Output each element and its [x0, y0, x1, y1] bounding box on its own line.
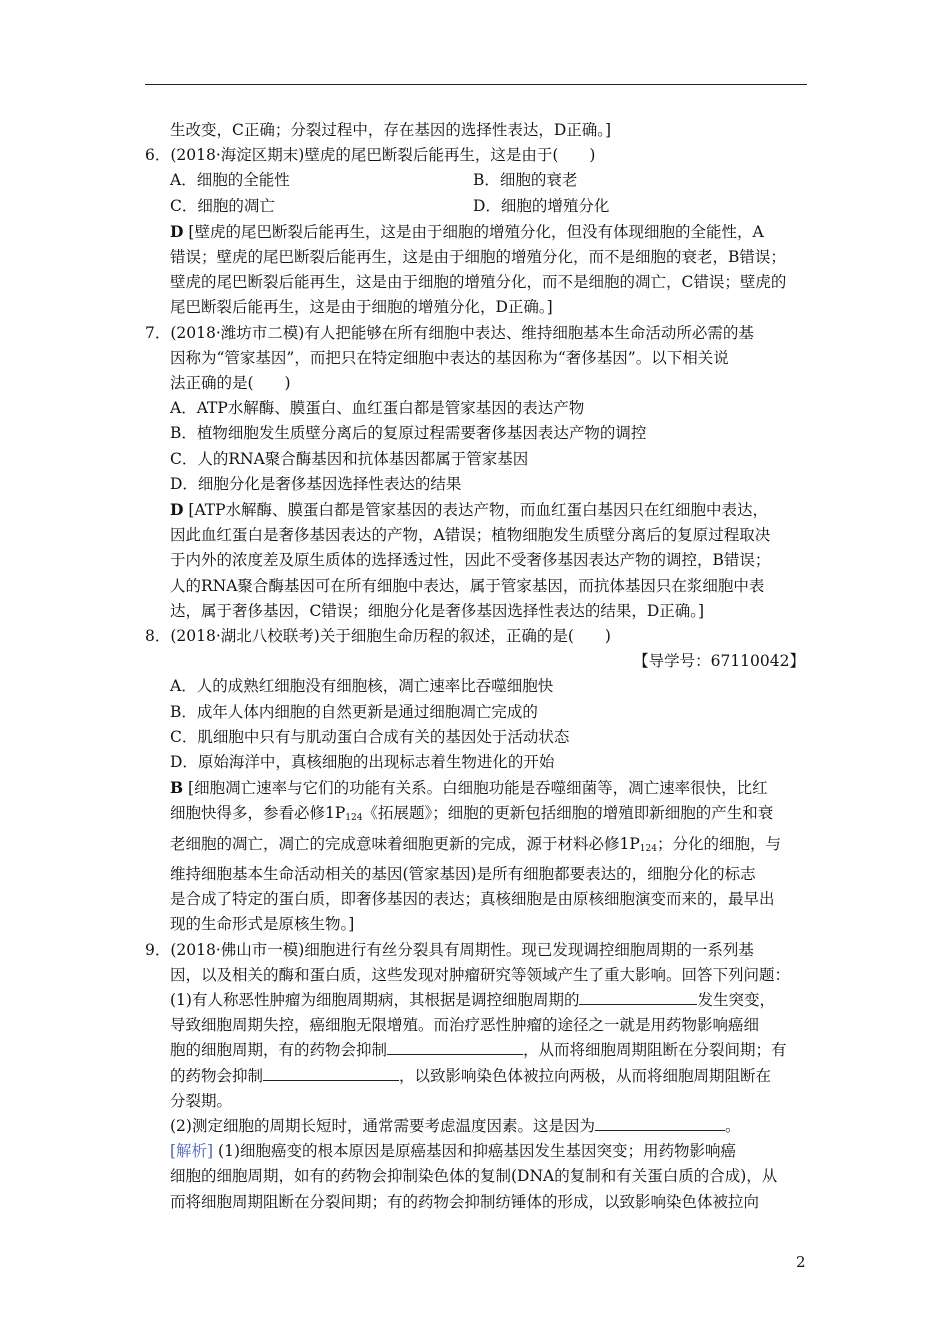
document-page — [145, 118, 807, 1215]
q9-part1-line-3 — [145, 1038, 807, 1063]
q7-option-d: D．细胞分化是奢侈基因选择性表达的结果 — [170, 474, 462, 493]
q9-p1-l3b: ，从而将细胞周期阻断在分裂间期；有 — [523, 1041, 787, 1060]
guide-number: 【导学号：67110042】 — [633, 652, 805, 671]
q7-option-c: C．人的RNA聚合酶基因和抗体基因都属于管家基因 — [170, 449, 529, 468]
q8-option-b: B．成年人体内细胞的自然更新是通过细胞凋亡完成的 — [170, 702, 538, 721]
q8-explanation-3 — [145, 832, 807, 862]
q8-exp3-b: ；分化的细胞，与 — [656, 834, 781, 853]
header-rule — [145, 84, 807, 85]
q8-exp3-a: 老细胞的凋亡，凋亡的完成意味着细胞更新的完成，源于材料必修1P — [170, 834, 640, 853]
question-6: 6．(2018·海淀区期末)壁虎的尾巴断裂后能再生，这是由于( ) — [145, 146, 596, 165]
q8-explanation-1: [细胞凋亡速率与它们的功能有关系。白细胞功能是吞噬细菌等，凋亡速率很快，比红 — [188, 779, 768, 798]
q7-option-b: B．植物细胞发生质壁分离后的复原过程需要奢侈基因表达产物的调控 — [170, 424, 647, 443]
q7-explanation-5: 达，属于奢侈基因，C错误；细胞分化是奢侈基因选择性表达的结果，D正确。] — [170, 601, 705, 620]
q9-blank-2[interactable] — [387, 1038, 523, 1055]
q6-answer-line-1 — [145, 219, 807, 245]
question-7-line-1: 7．(2018·潍坊市二模)有人把能够在所有细胞中表达、维持细胞基本生命活动所必需的基 — [145, 323, 754, 342]
q7-explanation-2: 因此血红蛋白是奢侈基因表达的产物，A错误；植物细胞发生质壁分离后的复原过程取决 — [170, 526, 771, 545]
q9-p1-l4b: ，以致影响染色体被拉向两极，从而将细胞周期阻断在 — [399, 1066, 772, 1085]
q9-p2b: 。 — [724, 1116, 741, 1135]
q8-explanation-4: 维持细胞基本生命活动相关的基因(管家基因)是所有细胞都要表达的，细胞分化的标志 — [170, 864, 756, 883]
page-number: 2 — [796, 1253, 806, 1271]
q6-explanation-1: [壁虎的尾巴断裂后能再生，这是由于细胞的增殖分化，但没有体现细胞的全能性，A — [188, 222, 764, 241]
q7-answer-letter: D — [170, 500, 184, 520]
q6-options-row2 — [145, 194, 807, 219]
q9-p1-l3a: 胞的细胞周期，有的药物会抑制 — [170, 1041, 388, 1060]
q9-part1-line-2: 导致细胞周期失控，癌细胞无限增殖。而治疗恶性肿瘤的途径之一就是用药物影响癌细 — [170, 1016, 760, 1035]
q6-explanation-4: 尾巴断裂后能再生，这是由于细胞的增殖分化，D正确。] — [170, 298, 553, 317]
question-9-line-2: 因，以及相关的酶和蛋白质，这些发现对肿瘤研究等领域产生了重大影响。回答下列问题： — [170, 965, 791, 984]
q6-options-row1 — [145, 168, 807, 193]
q7-option-a: A．ATP水解酶、膜蛋白、血红蛋白都是管家基因的表达产物 — [170, 399, 585, 418]
q8-exp2-b: 《拓展题》；细胞的更新包括细胞的增殖即新细胞的产生和衰 — [362, 804, 774, 823]
q6-explanation-3: 壁虎的尾巴断裂后能再生，这是由于细胞的增殖分化，而不是细胞的凋亡，C错误；壁虎的 — [170, 273, 787, 292]
q9-p1-l4a: 的药物会抑制 — [170, 1066, 264, 1085]
q9-analysis-line-2: 细胞的细胞周期，如有的药物会抑制染色体的复制(DNA的复制和有关蛋白质的合成)，从 — [170, 1167, 778, 1186]
q8-explanation-6: 现的生命形式是原核生物。] — [170, 915, 355, 934]
q8-exp2-a: 细胞快得多，参看必修1P — [170, 804, 346, 823]
q6-explanation-2: 错误；壁虎的尾巴断裂后能再生，这是由于细胞的增殖分化，而不是细胞的衰老，B错误； — [170, 248, 786, 267]
q9-p2a: (2)测定细胞的周期长短时，通常需要考虑温度因素。这是因为 — [170, 1116, 595, 1135]
q9-analysis-line-1 — [145, 1139, 807, 1164]
q8-option-d: D．原始海洋中，真核细胞的出现标志着生物进化的开始 — [170, 753, 555, 772]
q7-answer-line-1 — [145, 497, 807, 523]
q6-answer-letter: D — [170, 221, 184, 241]
q8-option-c: C．肌细胞中只有与肌动蛋白合成有关的基因处于活动状态 — [170, 727, 570, 746]
q9-blank-4[interactable] — [595, 1114, 725, 1131]
q9-part2 — [145, 1114, 807, 1139]
q8-answer-line-1 — [145, 775, 807, 801]
question-7-line-2: 因称为“管家基因”，而把只在特定细胞中表达的基因称为“奢侈基因”。以下相关说 — [170, 348, 729, 367]
q6-option-a: A．细胞的全能性 — [170, 171, 290, 190]
q9-p1-l1b: 发生突变， — [697, 990, 775, 1009]
q6-option-d: D．细胞的增殖分化 — [473, 196, 610, 215]
q8-explanation-5: 是合成了特定的蛋白质，即奢侈基因的表达；真核细胞是由原核细胞演变而来的，最早出 — [170, 890, 775, 909]
question-9-line-1: 9．(2018·佛山市一模)细胞进行有丝分裂具有周期性。现已发现调控细胞周期的一系列基 — [145, 940, 754, 959]
question-8: 8．(2018·湖北八校联考)关于细胞生命历程的叙述，正确的是( ) — [145, 627, 611, 646]
q9-analysis-line-3: 而将细胞周期阻断在分裂间期；有的药物会抑制纺锤体的形成，以致影响染色体被拉向 — [170, 1192, 760, 1211]
question-7-line-3: 法正确的是( ) — [170, 374, 291, 393]
q8-exp3-sub: 124 — [639, 843, 657, 854]
q8-explanation-2 — [145, 801, 807, 831]
q9-part1-line-5: 分裂期。 — [170, 1091, 233, 1110]
q9-blank-3[interactable] — [263, 1064, 399, 1081]
q8-exp2-sub: 124 — [345, 813, 363, 824]
q9-part1-line-1 — [145, 988, 807, 1013]
q8-answer-letter: B — [170, 778, 184, 798]
q9-blank-1[interactable] — [579, 988, 697, 1005]
q9-analysis-1: (1)细胞癌变的根本原因是原癌基因和抑癌基因发生基因突变；用药物影响癌 — [218, 1142, 737, 1161]
q9-part1-line-4 — [145, 1064, 807, 1089]
q7-explanation-3: 于内外的浓度差及原生质体的选择透过性，因此不受奢侈基因表达产物的调控，B错误； — [170, 551, 771, 570]
q6-option-c: C．细胞的凋亡 — [170, 196, 275, 215]
q7-explanation-1: [ATP水解酶、膜蛋白都是管家基因的表达产物，而血红蛋白基因只在红细胞中表达， — [188, 501, 769, 520]
analysis-tag: [解析] — [170, 1142, 214, 1161]
q9-p1-l1a: (1)有人称恶性肿瘤为细胞周期病，其根据是调控细胞周期的 — [170, 990, 580, 1009]
q8-option-a: A．人的成熟红细胞没有细胞核，凋亡速率比吞噬细胞快 — [170, 677, 554, 696]
q7-explanation-4: 人的RNA聚合酶基因可在所有细胞中表达，属于管家基因，而抗体基因只在浆细胞中表 — [170, 576, 765, 595]
prev-answer-tail: 生改变，C正确；分裂过程中，存在基因的选择性表达，D正确。] — [170, 121, 612, 139]
q6-option-b: B．细胞的衰老 — [473, 171, 578, 190]
